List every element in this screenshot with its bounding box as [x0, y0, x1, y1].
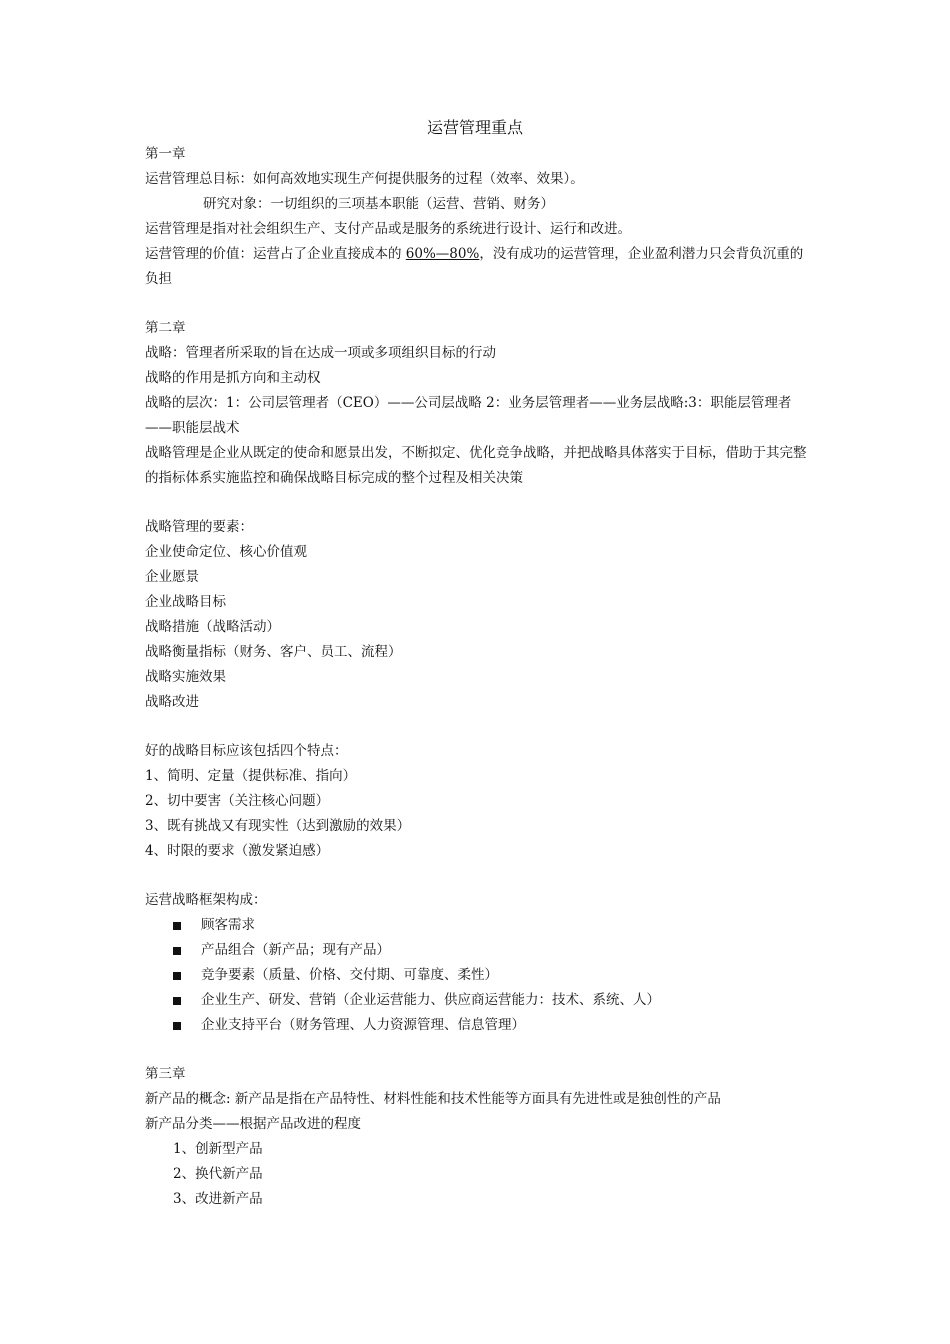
list-item: 战略改进: [145, 694, 199, 710]
spacer: [145, 715, 815, 739]
list-item: 2、换代新产品: [173, 1166, 263, 1182]
bullet-text: 企业支持平台（财务管理、人力资源管理、信息管理）: [201, 1017, 525, 1033]
goals-heading: 好的战略目标应该包括四个特点：: [145, 743, 348, 759]
spacer: [145, 491, 815, 515]
chapter-2-heading: 第二章: [145, 320, 186, 336]
list-item: 2、切中要害（关注核心问题）: [145, 793, 330, 809]
list-item: 3、改进新产品: [173, 1191, 263, 1207]
list-item: 企业使命定位、核心价值观: [145, 544, 307, 560]
strategy-levels-text: 战略的层次：1：公司层管理者（CEO）——公司层战略 2：业务层管理者——业务层战略:3：职能层管理者——职能层战术: [145, 395, 792, 436]
list-item: 4、时限的要求（激发紧迫感）: [145, 843, 330, 859]
chapter-3-heading: 第三章: [145, 1066, 186, 1082]
bullet-text: 顾客需求: [201, 917, 255, 933]
bullet-square-icon: [173, 947, 181, 955]
list-item: 企业战略目标: [145, 594, 226, 610]
ops-value-percent: 60%—80%: [405, 246, 480, 262]
ops-value-post: ，没有成功的运营管理，企业盈利潜力只会背负沉重的负担: [145, 246, 804, 287]
spacer: [145, 864, 815, 888]
document-body: [145, 142, 815, 1212]
new-product-concept-text: 新产品的概念: 新产品是指在产品特性、材料性能和技术性能等方面具有先进性或是独创性的产品: [145, 1091, 721, 1107]
bullet-item: [145, 963, 815, 988]
list-item: 1、简明、定量（提供标准、指向）: [145, 768, 357, 784]
list-item: 1、创新型产品: [173, 1141, 263, 1157]
bullet-square-icon: [173, 1022, 181, 1030]
bullet-item: [145, 913, 815, 938]
ops-value-pre: 运营管理的价值：运营占了企业直接成本的: [145, 246, 406, 262]
chapter-1-heading: 第一章: [145, 146, 186, 162]
page-title: 运营管理重点: [426, 118, 523, 137]
list-item: 战略实施效果: [145, 669, 226, 685]
bullet-square-icon: [173, 922, 181, 930]
list-item: 战略衡量指标（财务、客户、员工、流程）: [145, 644, 402, 660]
bullet-square-icon: [173, 972, 181, 980]
strategy-mgmt-text: 战略管理是企业从既定的使命和愿景出发，不断拟定、优化竞争战略，并把战略具体落实于目标，借助于其完整的指标体系实施监控和确保战略目标完成的整个过程及相关决策: [145, 445, 807, 486]
ops-goal-text: 运营管理总目标：如何高效地实现生产何提供服务的过程（效率、效果）。: [145, 171, 584, 187]
list-item: 3、既有挑战又有现实性（达到激励的效果）: [145, 818, 411, 834]
bullet-item: [145, 938, 815, 963]
spacer: [145, 1038, 815, 1062]
bullet-text: 企业生产、研发、营销（企业运营能力、供应商运营能力：技术、系统、人）: [201, 992, 660, 1008]
bullet-item: [145, 988, 815, 1013]
strategy-definition-text: 战略：管理者所采取的旨在达成一项或多项组织目标的行动: [145, 345, 496, 361]
new-product-classification-text: 新产品分类——根据产品改进的程度: [145, 1116, 361, 1132]
ops-definition-text: 运营管理是指对社会组织生产、支付产品或是服务的系统进行设计、运行和改进。: [145, 221, 631, 237]
strategy-role-text: 战略的作用是抓方向和主动权: [145, 370, 321, 386]
research-object-text: 研究对象：一切组织的三项基本职能（运营、营销、财务）: [203, 196, 554, 212]
elements-heading: 战略管理的要素：: [145, 519, 253, 535]
list-item: 战略措施（战略活动）: [145, 619, 280, 635]
spacer: [145, 292, 815, 316]
bullet-text: 产品组合（新产品；现有产品）: [201, 942, 390, 958]
bullet-text: 竞争要素（质量、价格、交付期、可靠度、柔性）: [201, 967, 498, 983]
bullet-square-icon: [173, 997, 181, 1005]
list-item: 企业愿景: [145, 569, 199, 585]
ops-value-paragraph: [145, 242, 815, 292]
framework-heading: 运营战略框架构成：: [145, 892, 267, 908]
bullet-item: [145, 1013, 815, 1038]
